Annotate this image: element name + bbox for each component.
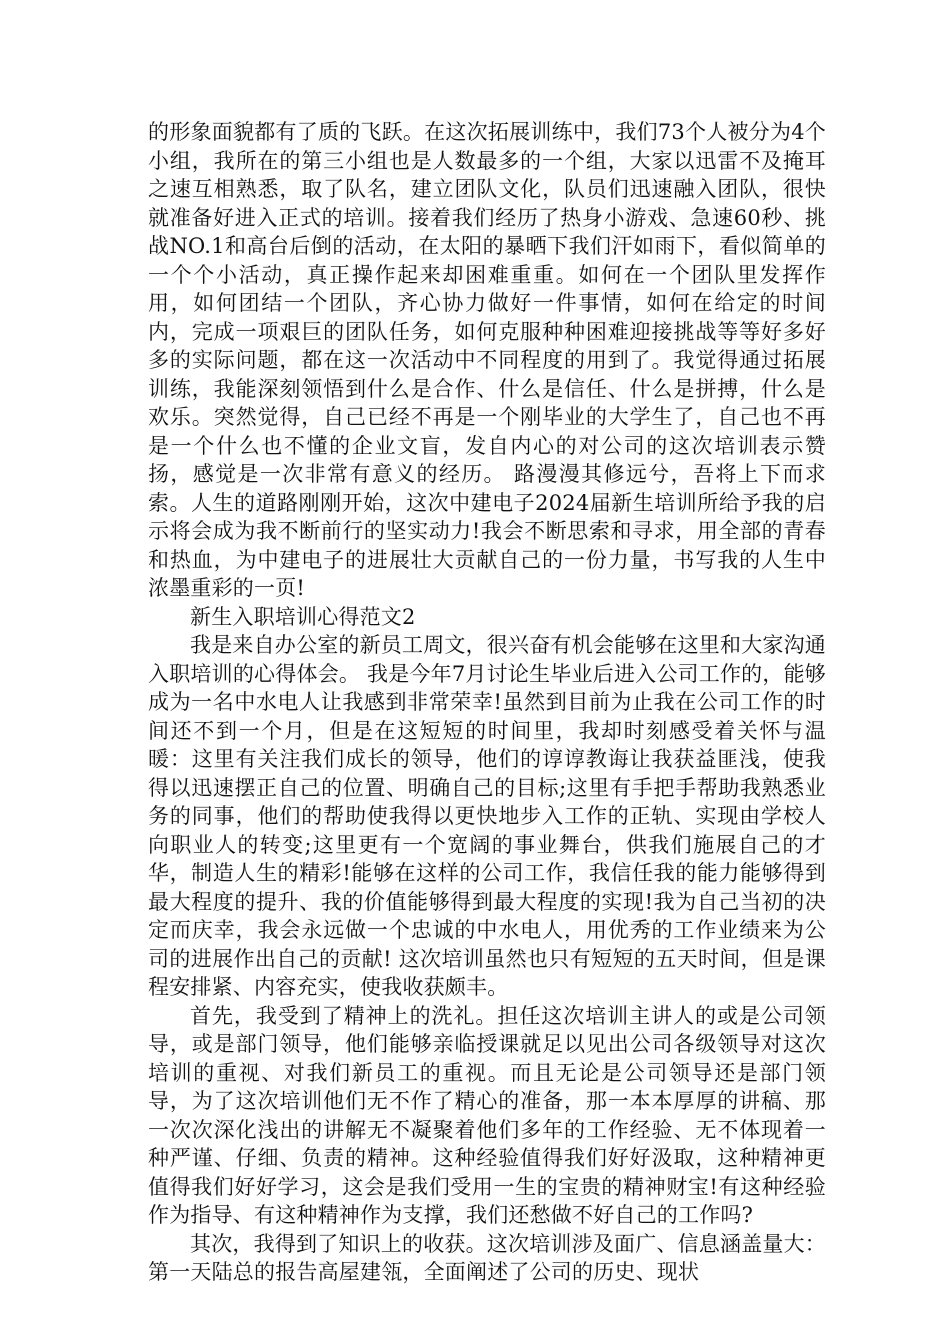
section-heading: 新生入职培训心得范文2 [190,604,416,629]
body-paragraph: 我是来自办公室的新员工周文，很兴奋有机会能够在这里和大家沟通入职培训的心得体会。 我是今年7月讨论生毕业后进入公司工作的，能够成为一名中水电人让我感到非常荣幸!虽然到目前为止我在公司工作的时间还不到一个月，但是在这短短的时间里，我却时刻感受着关怀与温暖：这里有关注我们成长的领导，他们的谆谆教诲让我获益匪浅，使我得以迅速摆正自己的位置、明确自己的目标;这里有手把手帮助我熟悉业务的同事，他们的帮助使我得以更快地步入工作的正轨、实现由学校人向职业人的转变;这里更有一个宽阔的事业舞台，供我们施展自己的才华，制造人生的精彩!能够在这样的公司工作，我信任我的能力能够得到最大程度的提升、我的价值能够得到最大程度的实现!我为自己当初的决定而庆幸，我会永远做一个忠诚的中水电人，用优秀的工作业绩来为公司的进展作出自己的贡献! 这次培训虽然也只有短短的五天时间，但是课程安排紧、内容充实，使我收获颇丰。 [148,633,826,999]
body-paragraph: 首先，我受到了精神上的洗礼。担任这次培训主讲人的或是公司领导，或是部门领导，他们能够亲临授课就足以见出公司各级领导对这次培训的重视、对我们新员工的重视。而且无论是公司领导还是部门领导，为了这次培训他们无不作了精心的准备，那一本本厚厚的讲稿、那一次次深化浅出的讲解无不凝聚着他们多年的工作经验、无不体现着一种严谨、仔细、负责的精神。这种经验值得我们好好汲取，这种精神更值得我们好好学习，这会是我们受用一生的宝贵的精神财宝!有这种经验作为指导、有这种精神作为支撑，我们还愁做不好自己的工作吗? [148,1003,826,1227]
document-page [148,118,826,1287]
body-paragraph: 其次，我得到了知识上的收获。这次培训涉及面广、信息涵盖量大：第一天陆总的报告高屋建瓴，全面阐述了公司的历史、现状 [148,1231,826,1284]
body-paragraph: 的形象面貌都有了质的飞跃。在这次拓展训练中，我们73个人被分为4个小组，我所在的第三小组也是人数最多的一个组，大家以迅雷不及掩耳之速互相熟悉，取了队名，建立团队文化，队员们迅速融入团队，很快就准备好进入正式的培训。接着我们经历了热身小游戏、急速60秒、挑战NO.1和高台后倒的活动，在太阳的暴晒下我们汗如雨下，看似简单的一个个小活动，真正操作起来却困难重重。如何在一个团队里发挥作用，如何团结一个团队，齐心协力做好一件事情，如何在给定的时间内，完成一项艰巨的团队任务，如何克服种种困难迎接挑战等等好多好多的实际问题，都在这一次活动中不同程度的用到了。我觉得通过拓展训练，我能深刻领悟到什么是合作、什么是信任、什么是拼搏，什么是欢乐。突然觉得，自己已经不再是一个刚毕业的大学生了，自己也不再是一个什么也不懂的企业文盲，发自内心的对公司的这次培训表示赞扬，感觉是一次非常有意义的经历。 路漫漫其修远兮，吾将上下而求索。人生的道路刚刚开始，这次中建电子2024届新生培训所给予我的启示将会成为我不断前行的坚实动力!我会不断思索和寻求，用全部的青春和热血，为中建电子的进展壮大贡献自己的一份力量，书写我的人生中浓墨重彩的一页! [148,120,826,600]
